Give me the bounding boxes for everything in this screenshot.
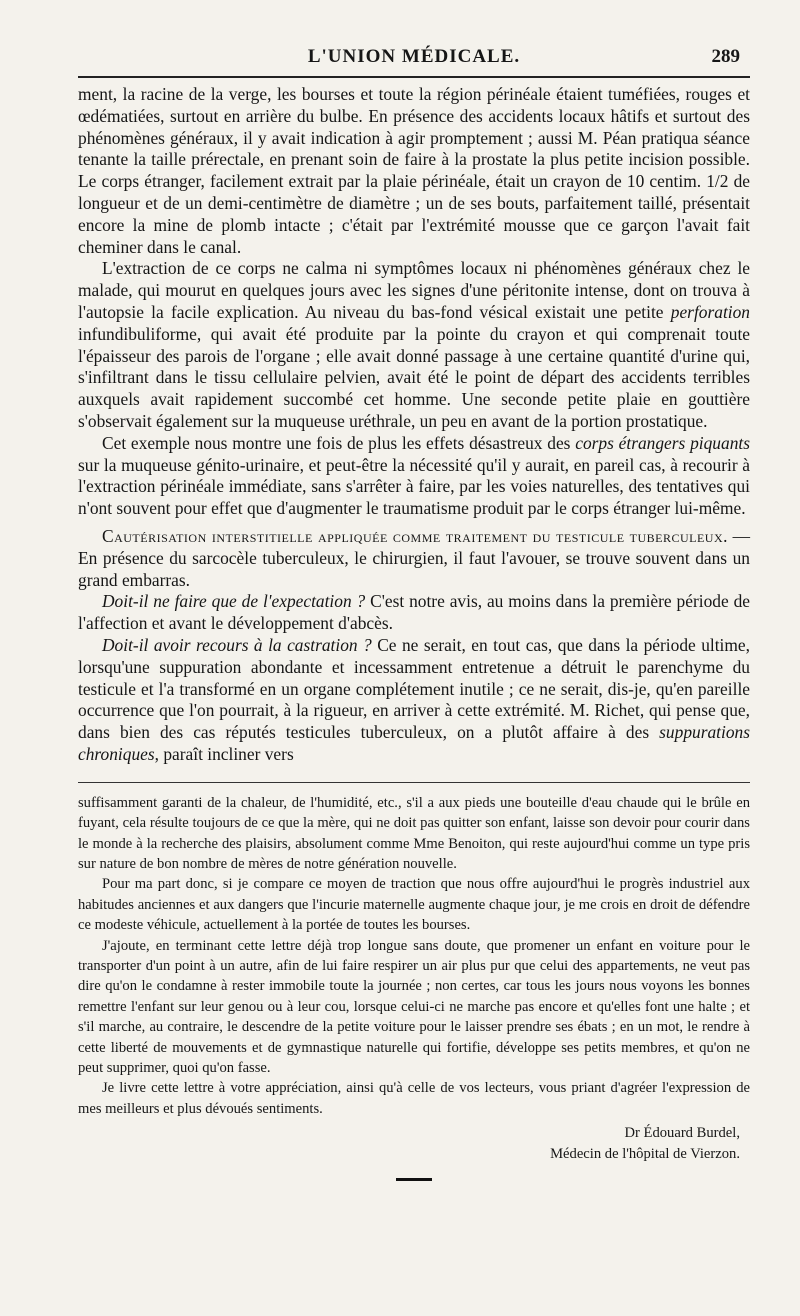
section-title: Cautérisation interstitielle appliquée comme traitement du testicule tuberculeux. — [102, 525, 728, 546]
text-span: , paraît incliner vers — [154, 743, 294, 764]
paragraph — [78, 635, 750, 766]
running-title: L'UNION MÉDICALE. — [307, 46, 521, 67]
main-text — [78, 84, 750, 766]
text-span: — En présence du sarcocèle tuberculeux, le chirurgien, il faut l'avouer, se trouve souvent dans un grand embarras. — [78, 525, 750, 590]
text-span: Ce ne serait, en tout cas, que dans la période ultime, lorsqu'une suppuration abondante et incessamment entretenue a détruit le parenchyme du testicule et l'a transformé en un organe complétement inutile ; ce ne serait, dis-je, qu'en pareille occurrence que l'on pourrait, à la rigueur, en arriver à cette extrémité. M. Richet, qui pense que, dans bien des cas réputés testicules tuberculeux, on a plutôt affaire à des — [78, 634, 750, 743]
footnote-paragraph: J'ajoute, en terminant cette lettre déjà trop longue sans doute, que promener un enfant en voiture pour le transporter d'un point à un autre, afin de lui faire respirer un air plus pur que celui des appartements, ne veut pas dire qu'on le condamne à rester immobile toute la journée ; non certes, car tous les jours nous voyons les bonnes remettre l'enfant sur leur genou ou à leur cou, lorsque celui-ci ne marche pas encore et qu'elles font une halte ; et s'il marche, au contraire, le descendre de la petite voiture pour le laisser prendre ses ébats ; en un mot, le rendre à cette liberté de mouvements et de gymnastique naturelle qui fortifie, développe ses petits membres, et qu'on ne peut supprimer, quoi qu'on fasse. — [78, 937, 750, 1076]
signature-title: Médecin de l'hôpital de Vierzon. — [550, 1145, 740, 1162]
signature-name: Dr Édouard Burdel, — [624, 1125, 740, 1142]
section-paragraph — [78, 526, 750, 591]
italic-question: Doit-il avoir recours à la castration ? — [102, 634, 372, 655]
italic-question: Doit-il ne faire que de l'expectation ? — [102, 591, 366, 612]
paragraph — [78, 433, 750, 520]
footnote-rule — [78, 782, 750, 783]
text-span: infundibuliforme, qui avait été produite par la pointe du crayon et qui comprenait toute l'épaisseur des parois de l'organe ; elle avait donné passage à une certaine quantité d'urine qui, s'infiltrant dans le tissu cellulaire pelvien, avait été le point de départ des accidents terribles auxquels avait rapidement succombé cet homme. Une seconde petite plaie en gouttière s'observait également sur la muqueuse uréthrale, un peu en avant de la portion prostatique. — [78, 323, 750, 431]
italic-term: corps étrangers piquants — [575, 432, 750, 453]
footnotes — [78, 793, 750, 1181]
paragraph: ment, la racine de la verge, les bourses et toute la région périnéale étaient tuméfiées, rouges et œdématiées, surtout en arrière du bulbe. En présence des accidents locaux hâtifs et surtout des phénomènes généraux, il y avait indication à agir promptement ; aussi M. Péan pratiqua séance tenante la taille prérectale, en prenant soin de faire à la prostate la plus petite incision possible. Le corps étranger, facilement extrait par la plaie périnéale, était un crayon de 10 centim. 1/2 de longueur et de un demi-centimètre de diamètre ; un de ses bouts, parfaitement taillé, présentait encore la mine de plomb intacte ; c'était par l'extrémité mousse que ce garçon l'avait fait cheminer dans le canal. — [78, 84, 750, 257]
text-span: C'est notre avis, au moins dans la première période de l'affection et avant le développement d'abcès. — [78, 591, 750, 634]
text-span: Cet exemple nous montre une fois de plus les effets désastreux des — [102, 432, 576, 453]
italic-term: suppurations chroniques — [78, 722, 750, 764]
end-rule — [396, 1178, 432, 1181]
header-rule — [78, 76, 750, 78]
italic-term: perforation — [670, 301, 750, 322]
page-number: 289 — [711, 46, 740, 67]
paragraph — [78, 591, 750, 635]
footnote-paragraph: suffisamment garanti de la chaleur, de l'humidité, etc., s'il a aux pieds une bouteille d'eau chaude qui le brûle en fuyant, cela résulte toujours de ce que la mère, qui ne doit pas quitter son enfant, laisse son devoir pour courir dans le monde à la recherche des plaisirs, absolument comme Mme Benoiton, qui reste aujourd'hui comme un type pris sur nature de bon nombre de mères de notre génération nouvelle. — [78, 794, 750, 872]
text-span: L'extraction de ce corps ne calma ni symptômes locaux ni phénomènes généraux chez le malade, qui mourut en quelques jours avec les signes d'une péritonite intense, dont on trouva à l'autopsie la facile explication. Au niveau du bas-fond vésical existait une petite — [78, 258, 750, 322]
page-header — [78, 40, 750, 74]
paragraph — [78, 258, 750, 432]
footnote-paragraph: Je livre cette lettre à votre appréciation, ainsi qu'à celle de vos lecteurs, vous priant d'agréer l'expression de mes meilleurs et plus dévoués sentiments. — [78, 1080, 750, 1117]
footnote-paragraph: Pour ma part donc, si je compare ce moyen de traction que nous offre aujourd'hui le progrès industriel aux habitudes anciennes et aux dangers que l'incurie maternelle augmente chaque jour, je me crois en droit de défendre ce modeste véhicule, actuellement à la portée de toutes les bourses. — [78, 876, 750, 934]
text-span: sur la muqueuse génito-urinaire, et peut-être la nécessité qu'il y aurait, en pareil cas, à recourir à l'extraction périnéale immédiate, sans s'arrêter à faire, par les voies naturelles, des tentatives qui n'ont souvent pour effet que d'augmenter le traumatisme produit par le corps étranger lui-même. — [78, 454, 750, 519]
